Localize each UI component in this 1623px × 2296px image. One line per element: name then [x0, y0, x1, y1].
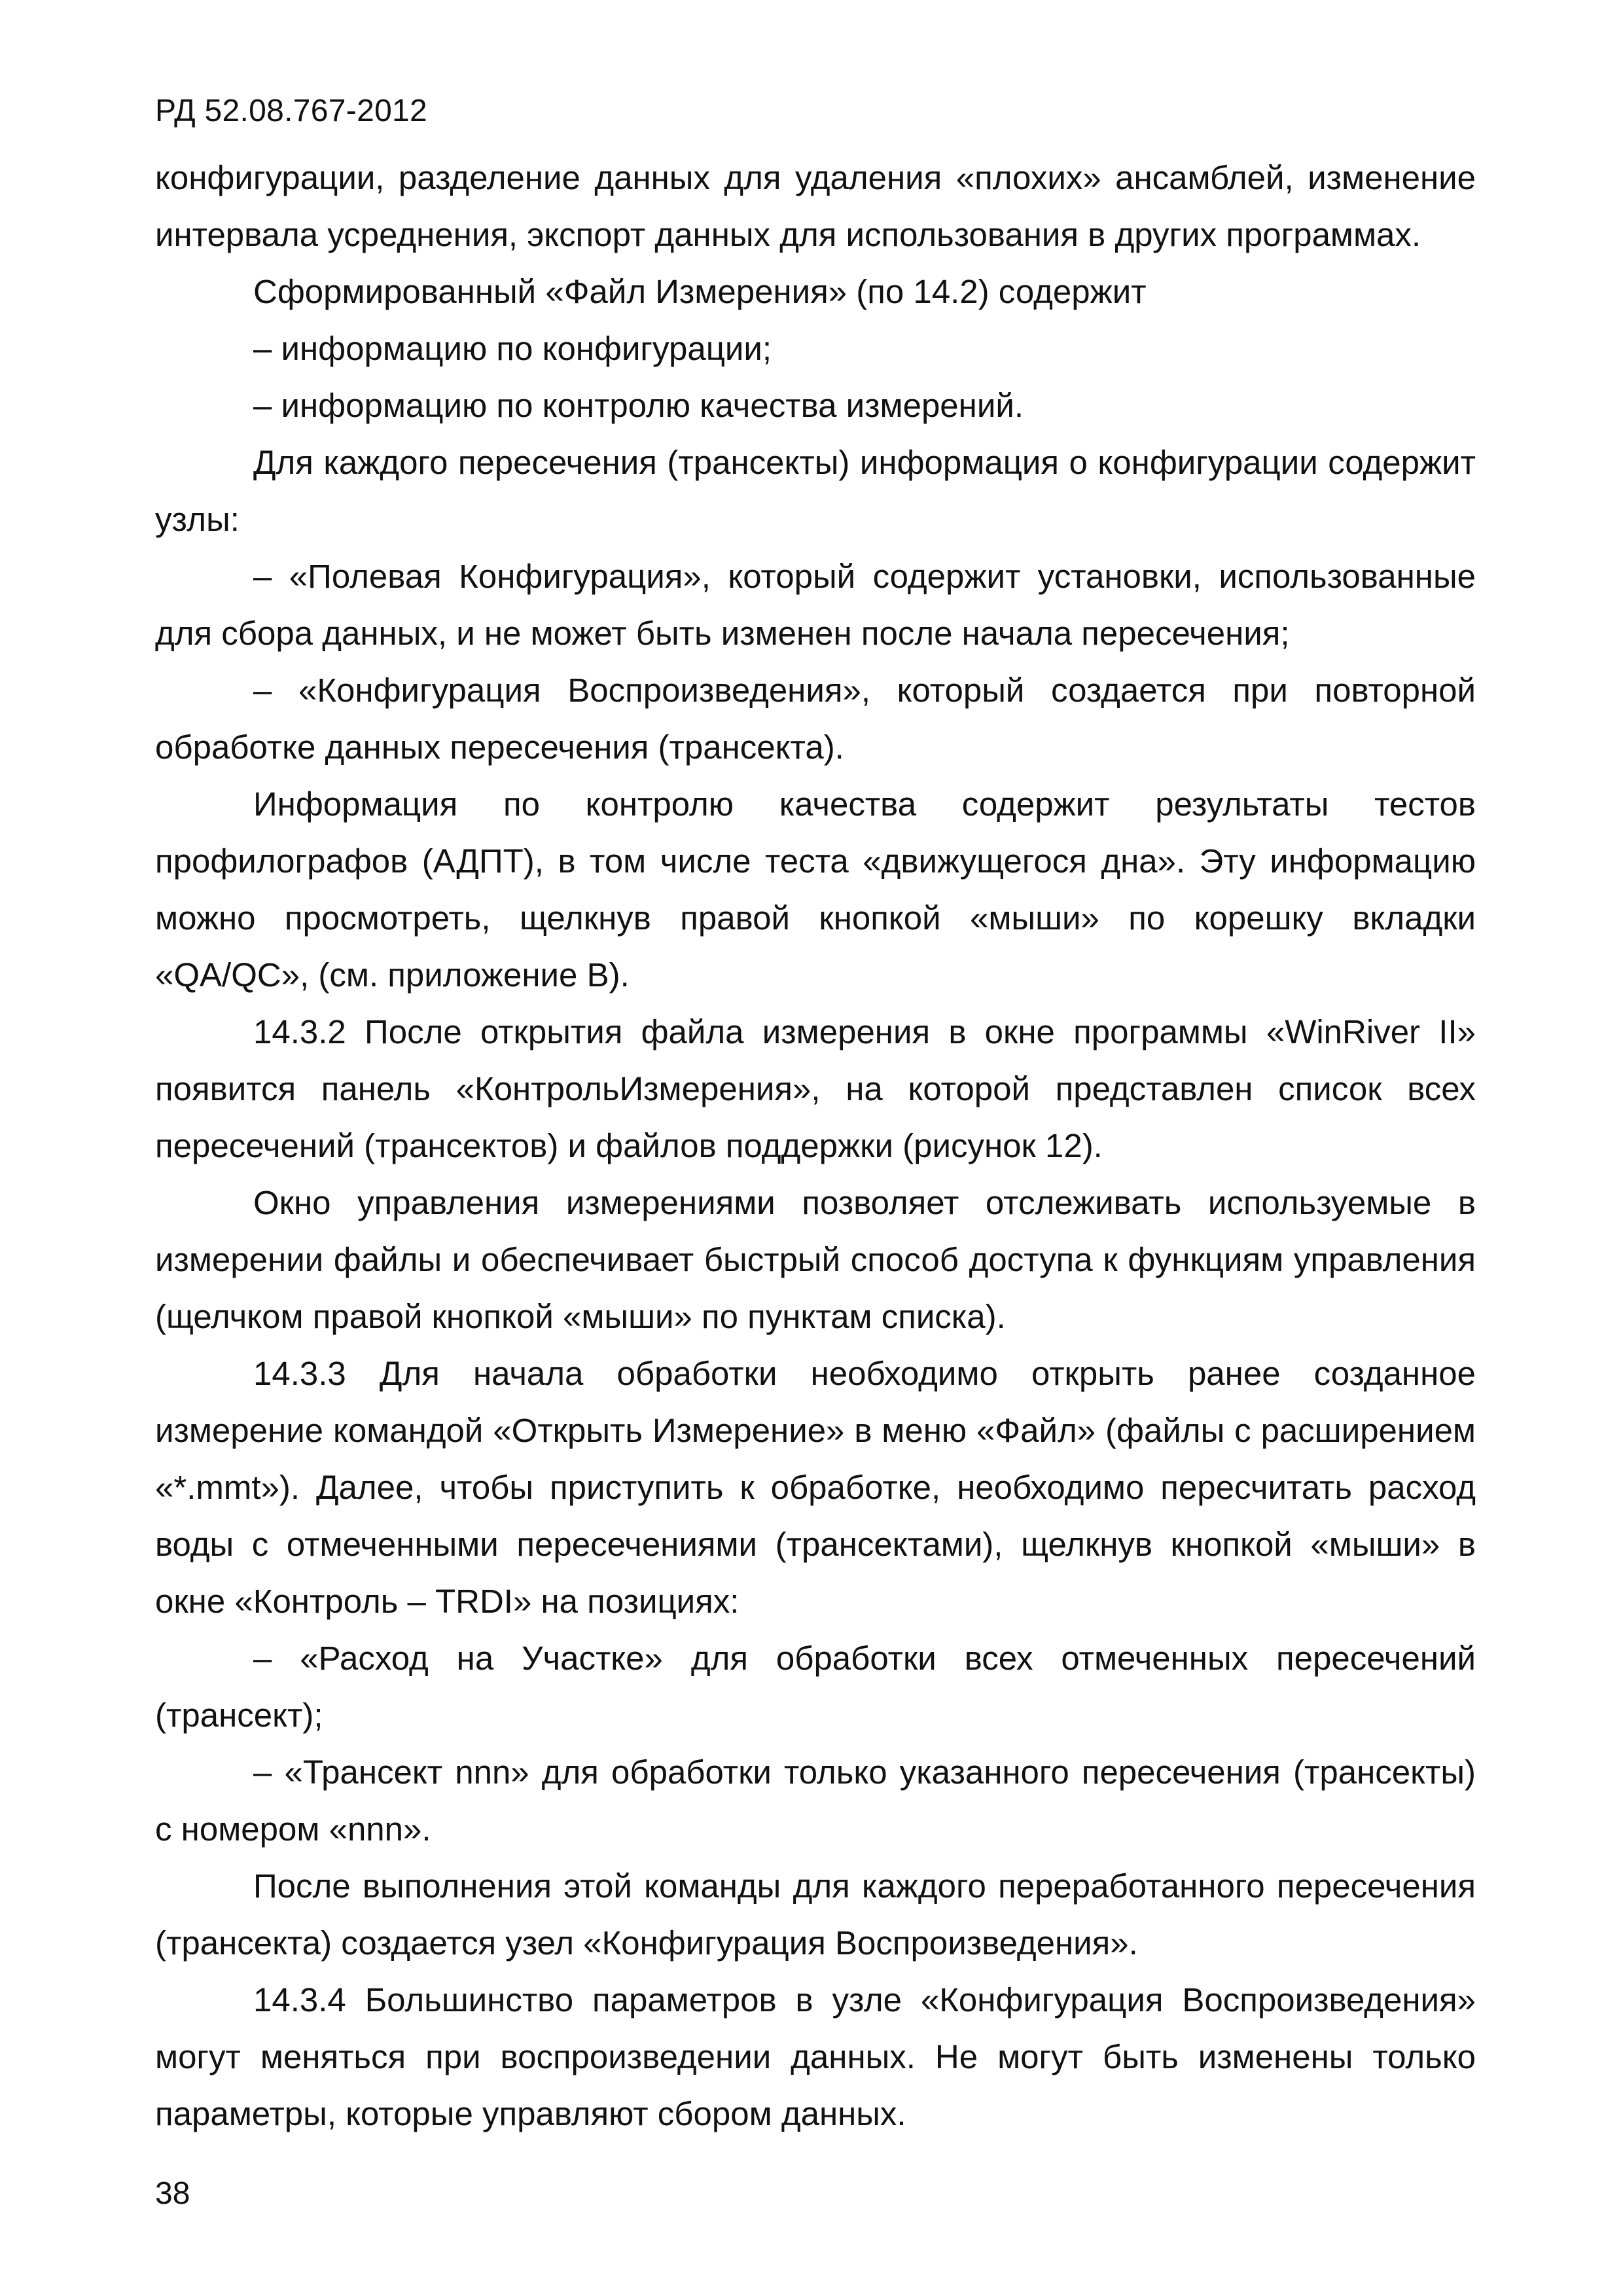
paragraph-section-14-3-4: 14.3.4 Большинство параметров в узле «Конфигурация Воспроизведения» могут меняться при воспроизведении данных. Не могут быть изменены только параметры, которые управляют сбором данных.	[155, 1981, 1476, 2132]
body-text	[155, 149, 1476, 2142]
paragraph-measurement-file: Сформированный «Файл Измерения» (по 14.2) содержит	[253, 273, 1147, 310]
page-number: 38	[155, 2176, 190, 2211]
list-item-playback-configuration: – «Конфигурация Воспроизведения», который создается при повторной обработке данных пересечения (трансекта).	[155, 672, 1476, 766]
paragraph-after-command: После выполнения этой команды для каждого переработанного пересечения (трансекта) создается узел «Конфигурация Воспроизведения».	[155, 1867, 1476, 1962]
paragraph-quality-control: Информация по контролю качества содержит результаты тестов профилографов (АДПТ), в том числе теста «движущегося дна». Эту информацию можно просмотреть, щелкнув правой кнопкой «мыши» по корешку вкладки «QA/QC», (см. приложение В).	[155, 785, 1476, 994]
document-code-header: РД 52.08.767-2012	[155, 94, 428, 128]
paragraph-transect-nodes: Для каждого пересечения (трансекты) информация о конфигурации содержит узлы:	[155, 444, 1476, 538]
list-item-configuration-info: – информацию по конфигурации;	[253, 330, 772, 367]
paragraph-measurement-control-window: Окно управления измерениями позволяет отслеживать используемые в измерении файлы и обеспечивает быстрый способ доступа к функциям управления (щелчком правой кнопкой «мыши» по пунктам списка).	[155, 1184, 1476, 1335]
paragraph-section-14-3-3: 14.3.3 Для начала обработки необходимо открыть ранее созданное измерение командой «Открыть Измерение» в меню «Файл» (файлы с расширением «*.mmt»). Далее, чтобы приступить к обработке, необходимо пересчитать расход воды с отмеченными пересечениями (трансектами), щелкнув кнопкой «мыши» в окне «Контроль – TRDI» на позициях:	[155, 1355, 1476, 1620]
list-item-section-discharge: – «Расход на Участке» для обработки всех отмеченных пересечений (трансект);	[155, 1640, 1476, 1734]
list-item-quality-control-info: – информацию по контролю качества измерений.	[253, 387, 1024, 424]
list-item-transect-nnn: – «Трансект nnn» для обработки только указанного пересечения (трансекты) с номером «nnn».	[155, 1753, 1476, 1848]
paragraph-section-14-3-2: 14.3.2 После открытия файла измерения в окне программы «WinRiver II» появится панель «КонтрольИзмерения», на которой представлен список всех пересечений (трансектов) и файлов поддержки (рисунок 12).	[155, 1013, 1476, 1164]
list-item-field-configuration: – «Полевая Конфигурация», который содержит установки, использованные для сбора данных, и не может быть изменен после начала пересечения;	[155, 558, 1476, 652]
paragraph-continuation: конфигурации, разделение данных для удаления «плохих» ансамблей, изменение интервала усреднения, экспорт данных для использования в других программах.	[155, 159, 1476, 253]
